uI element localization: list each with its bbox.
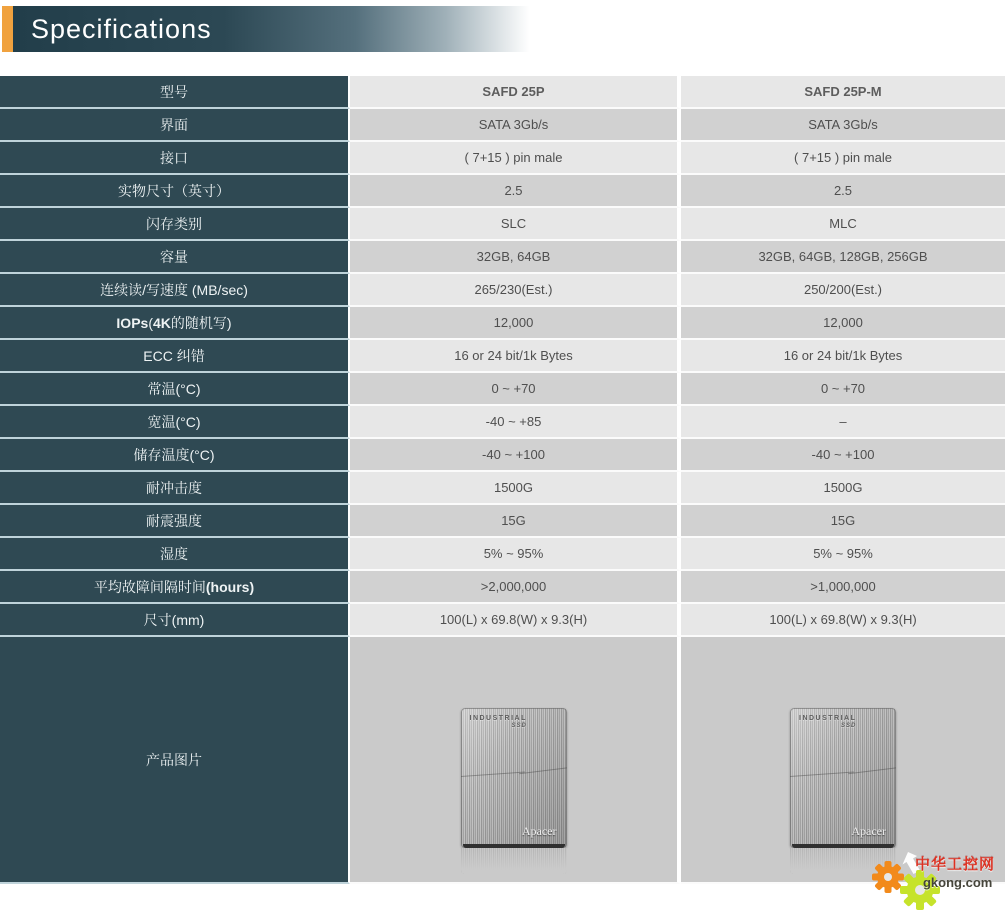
ssd-industrial-badge: INDUSTRIAL SSD xyxy=(469,715,527,730)
spec-value-safd-25p: 12,000 xyxy=(350,307,681,340)
spec-value-safd-25p-m: – xyxy=(681,406,1005,439)
spec-row-label: 容量 xyxy=(0,241,350,274)
spec-value-safd-25p: SAFD 25P xyxy=(350,76,681,109)
spec-row-label: 平均故障间隔时间 (hours) xyxy=(0,571,350,604)
spec-row xyxy=(0,307,1005,340)
spec-value-safd-25p-m: 12,000 xyxy=(681,307,1005,340)
spec-value-safd-25p-m: ( 7+15 ) pin male xyxy=(681,142,1005,175)
spec-row-label: 尺寸(mm) xyxy=(0,604,350,637)
spec-value-safd-25p: 16 or 24 bit/1k Bytes xyxy=(350,340,681,373)
spec-value-safd-25p-m: 0 ~ +70 xyxy=(681,373,1005,406)
watermark-site-name: 中华工控网 xyxy=(914,856,995,873)
spec-value-safd-25p-m: >1,000,000 xyxy=(681,571,1005,604)
spec-row xyxy=(0,406,1005,439)
spec-row xyxy=(0,505,1005,538)
spec-row xyxy=(0,538,1005,571)
spec-value-safd-25p-m: 16 or 24 bit/1k Bytes xyxy=(681,340,1005,373)
spec-value-safd-25p: SLC xyxy=(350,208,681,241)
spec-row xyxy=(0,274,1005,307)
spec-row-label: 接口 xyxy=(0,142,350,175)
ssd-reflection xyxy=(461,848,567,874)
apacer-brand-label: Apacer xyxy=(521,824,557,838)
spec-value-safd-25p: 15G xyxy=(350,505,681,538)
spec-value-safd-25p: 32GB, 64GB xyxy=(350,241,681,274)
spec-value-safd-25p-m: 250/200(Est.) xyxy=(681,274,1005,307)
spec-row xyxy=(0,472,1005,505)
spec-row xyxy=(0,208,1005,241)
orange-accent-bar xyxy=(2,6,13,52)
spec-row xyxy=(0,76,1005,109)
spec-row xyxy=(0,604,1005,637)
ssd-image-safd-25p xyxy=(461,708,567,874)
title-banner xyxy=(13,6,540,52)
spec-row-label: 耐震强度 xyxy=(0,505,350,538)
spec-value-safd-25p-m: 32GB, 64GB, 128GB, 256GB xyxy=(681,241,1005,274)
product-row-label: 产品图片 xyxy=(0,637,350,884)
spec-value-safd-25p: -40 ~ +100 xyxy=(350,439,681,472)
spec-row xyxy=(0,241,1005,274)
spec-value-safd-25p-m: MLC xyxy=(681,208,1005,241)
spec-value-safd-25p-m: 5% ~ 95% xyxy=(681,538,1005,571)
page-header xyxy=(0,6,1008,52)
spec-row xyxy=(0,439,1005,472)
spec-value-safd-25p: 0 ~ +70 xyxy=(350,373,681,406)
spec-value-safd-25p: 5% ~ 95% xyxy=(350,538,681,571)
spec-row-label: ECC 纠错 xyxy=(0,340,350,373)
ssd-industrial-badge: INDUSTRIAL SSD xyxy=(799,715,857,730)
watermark-site-domain: gkong.com xyxy=(922,874,993,890)
spec-value-safd-25p: ( 7+15 ) pin male xyxy=(350,142,681,175)
spec-value-safd-25p-m: 100(L) x 69.8(W) x 9.3(H) xyxy=(681,604,1005,637)
spec-row xyxy=(0,142,1005,175)
spec-value-safd-25p-m: -40 ~ +100 xyxy=(681,439,1005,472)
product-image-row xyxy=(0,637,1005,884)
spec-value-safd-25p-m: 2.5 xyxy=(681,175,1005,208)
ssd-drive xyxy=(790,708,896,848)
spec-value-safd-25p-m: 15G xyxy=(681,505,1005,538)
spec-row xyxy=(0,571,1005,604)
spec-value-safd-25p: SATA 3Gb/s xyxy=(350,109,681,142)
spec-value-safd-25p: 2.5 xyxy=(350,175,681,208)
spec-row xyxy=(0,340,1005,373)
spec-value-safd-25p-m: 1500G xyxy=(681,472,1005,505)
spec-value-safd-25p: 265/230(Est.) xyxy=(350,274,681,307)
gkong-watermark xyxy=(862,842,1008,920)
page-title: Specifications xyxy=(31,13,212,44)
spec-row-label: 界面 xyxy=(0,109,350,142)
spec-row-label: 连续读/写速度 (MB/sec) xyxy=(0,274,350,307)
spec-value-safd-25p: 1500G xyxy=(350,472,681,505)
spec-row-label: 常温(°C) xyxy=(0,373,350,406)
spec-row-label: 型号 xyxy=(0,76,350,109)
product-image-cell-safd-25p xyxy=(350,637,681,884)
spec-row-label: 耐冲击度 xyxy=(0,472,350,505)
spec-row-label: 宽温(°C) xyxy=(0,406,350,439)
spec-value-safd-25p: 100(L) x 69.8(W) x 9.3(H) xyxy=(350,604,681,637)
spec-table xyxy=(0,76,1005,884)
spec-row-label: 储存温度(°C) xyxy=(0,439,350,472)
spec-row xyxy=(0,373,1005,406)
spec-row-label: 闪存类别 xyxy=(0,208,350,241)
spec-row-label: 实物尺寸（英寸） xyxy=(0,175,350,208)
watermark-text xyxy=(915,857,995,890)
spec-row-label: 湿度 xyxy=(0,538,350,571)
apacer-brand-label: Apacer xyxy=(851,824,886,838)
spec-row-label: IOPs ( 4K 的随机写) xyxy=(0,307,350,340)
spec-row xyxy=(0,175,1005,208)
ssd-drive xyxy=(461,708,567,848)
spec-value-safd-25p-m: SATA 3Gb/s xyxy=(681,109,1005,142)
spec-value-safd-25p: -40 ~ +85 xyxy=(350,406,681,439)
spec-row xyxy=(0,109,1005,142)
spec-value-safd-25p-m: SAFD 25P-M xyxy=(681,76,1005,109)
spec-value-safd-25p: >2,000,000 xyxy=(350,571,681,604)
